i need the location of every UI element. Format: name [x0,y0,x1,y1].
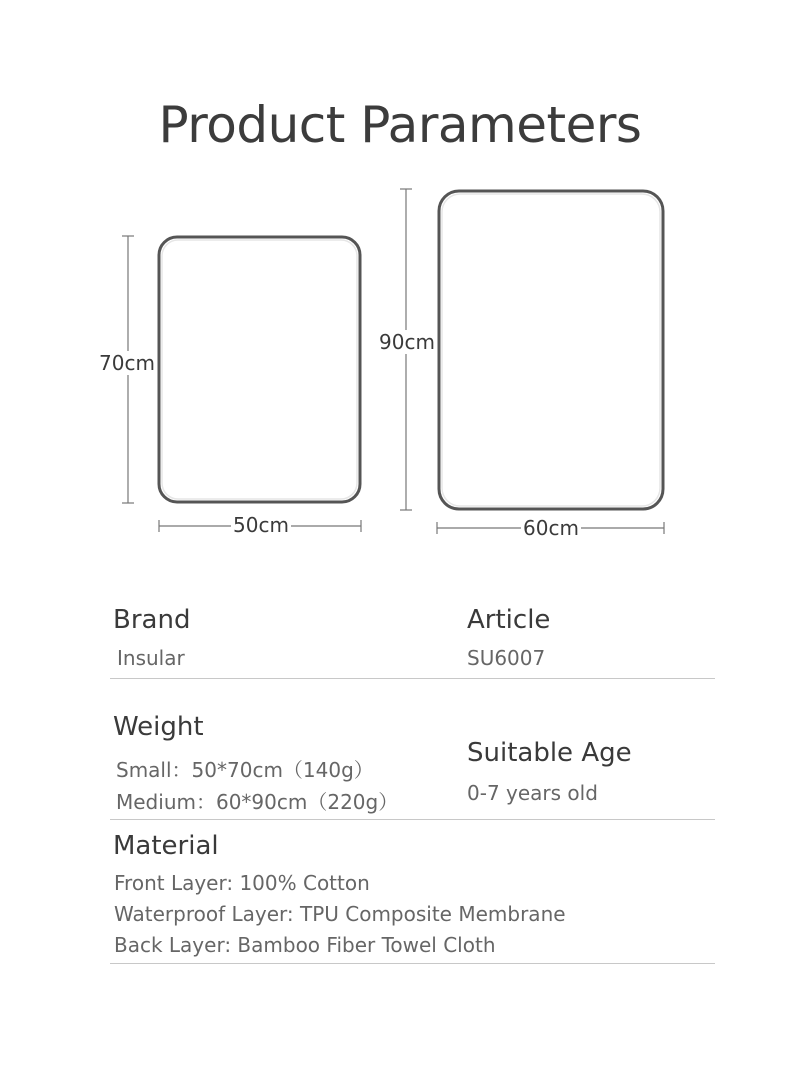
weight-medium-value: Medium：60*90cm（220g） [116,790,399,814]
medium-width-label: 60cm [523,516,579,540]
divider-1 [110,678,715,679]
small-pad-outline [159,237,360,502]
divider-2 [110,819,715,820]
brand-value: Insular [117,646,185,670]
small-height-label: 70cm [99,351,155,375]
small-pad-inner-outline [162,240,357,499]
article-value: SU6007 [467,646,546,670]
page-title: Product Parameters [158,96,642,154]
medium-pad-outline [439,191,663,509]
weight-small-value: Small：50*70cm（140g） [116,758,374,782]
medium-pad-inner-outline [442,194,660,506]
weight-label: Weight [113,712,204,742]
brand-label: Brand [113,605,191,635]
material-label: Material [113,831,219,861]
material-back-layer: Back Layer: Bamboo Fiber Towel Cloth [114,933,496,957]
divider-3 [110,963,715,964]
suitable-age-value: 0-7 years old [467,781,598,805]
material-waterproof-layer: Waterproof Layer: TPU Composite Membrane [114,902,566,926]
suitable-age-label: Suitable Age [467,738,632,768]
material-front-layer: Front Layer: 100% Cotton [114,871,370,895]
small-width-label: 50cm [233,513,289,537]
medium-height-label: 90cm [379,330,435,354]
article-label: Article [467,605,551,635]
